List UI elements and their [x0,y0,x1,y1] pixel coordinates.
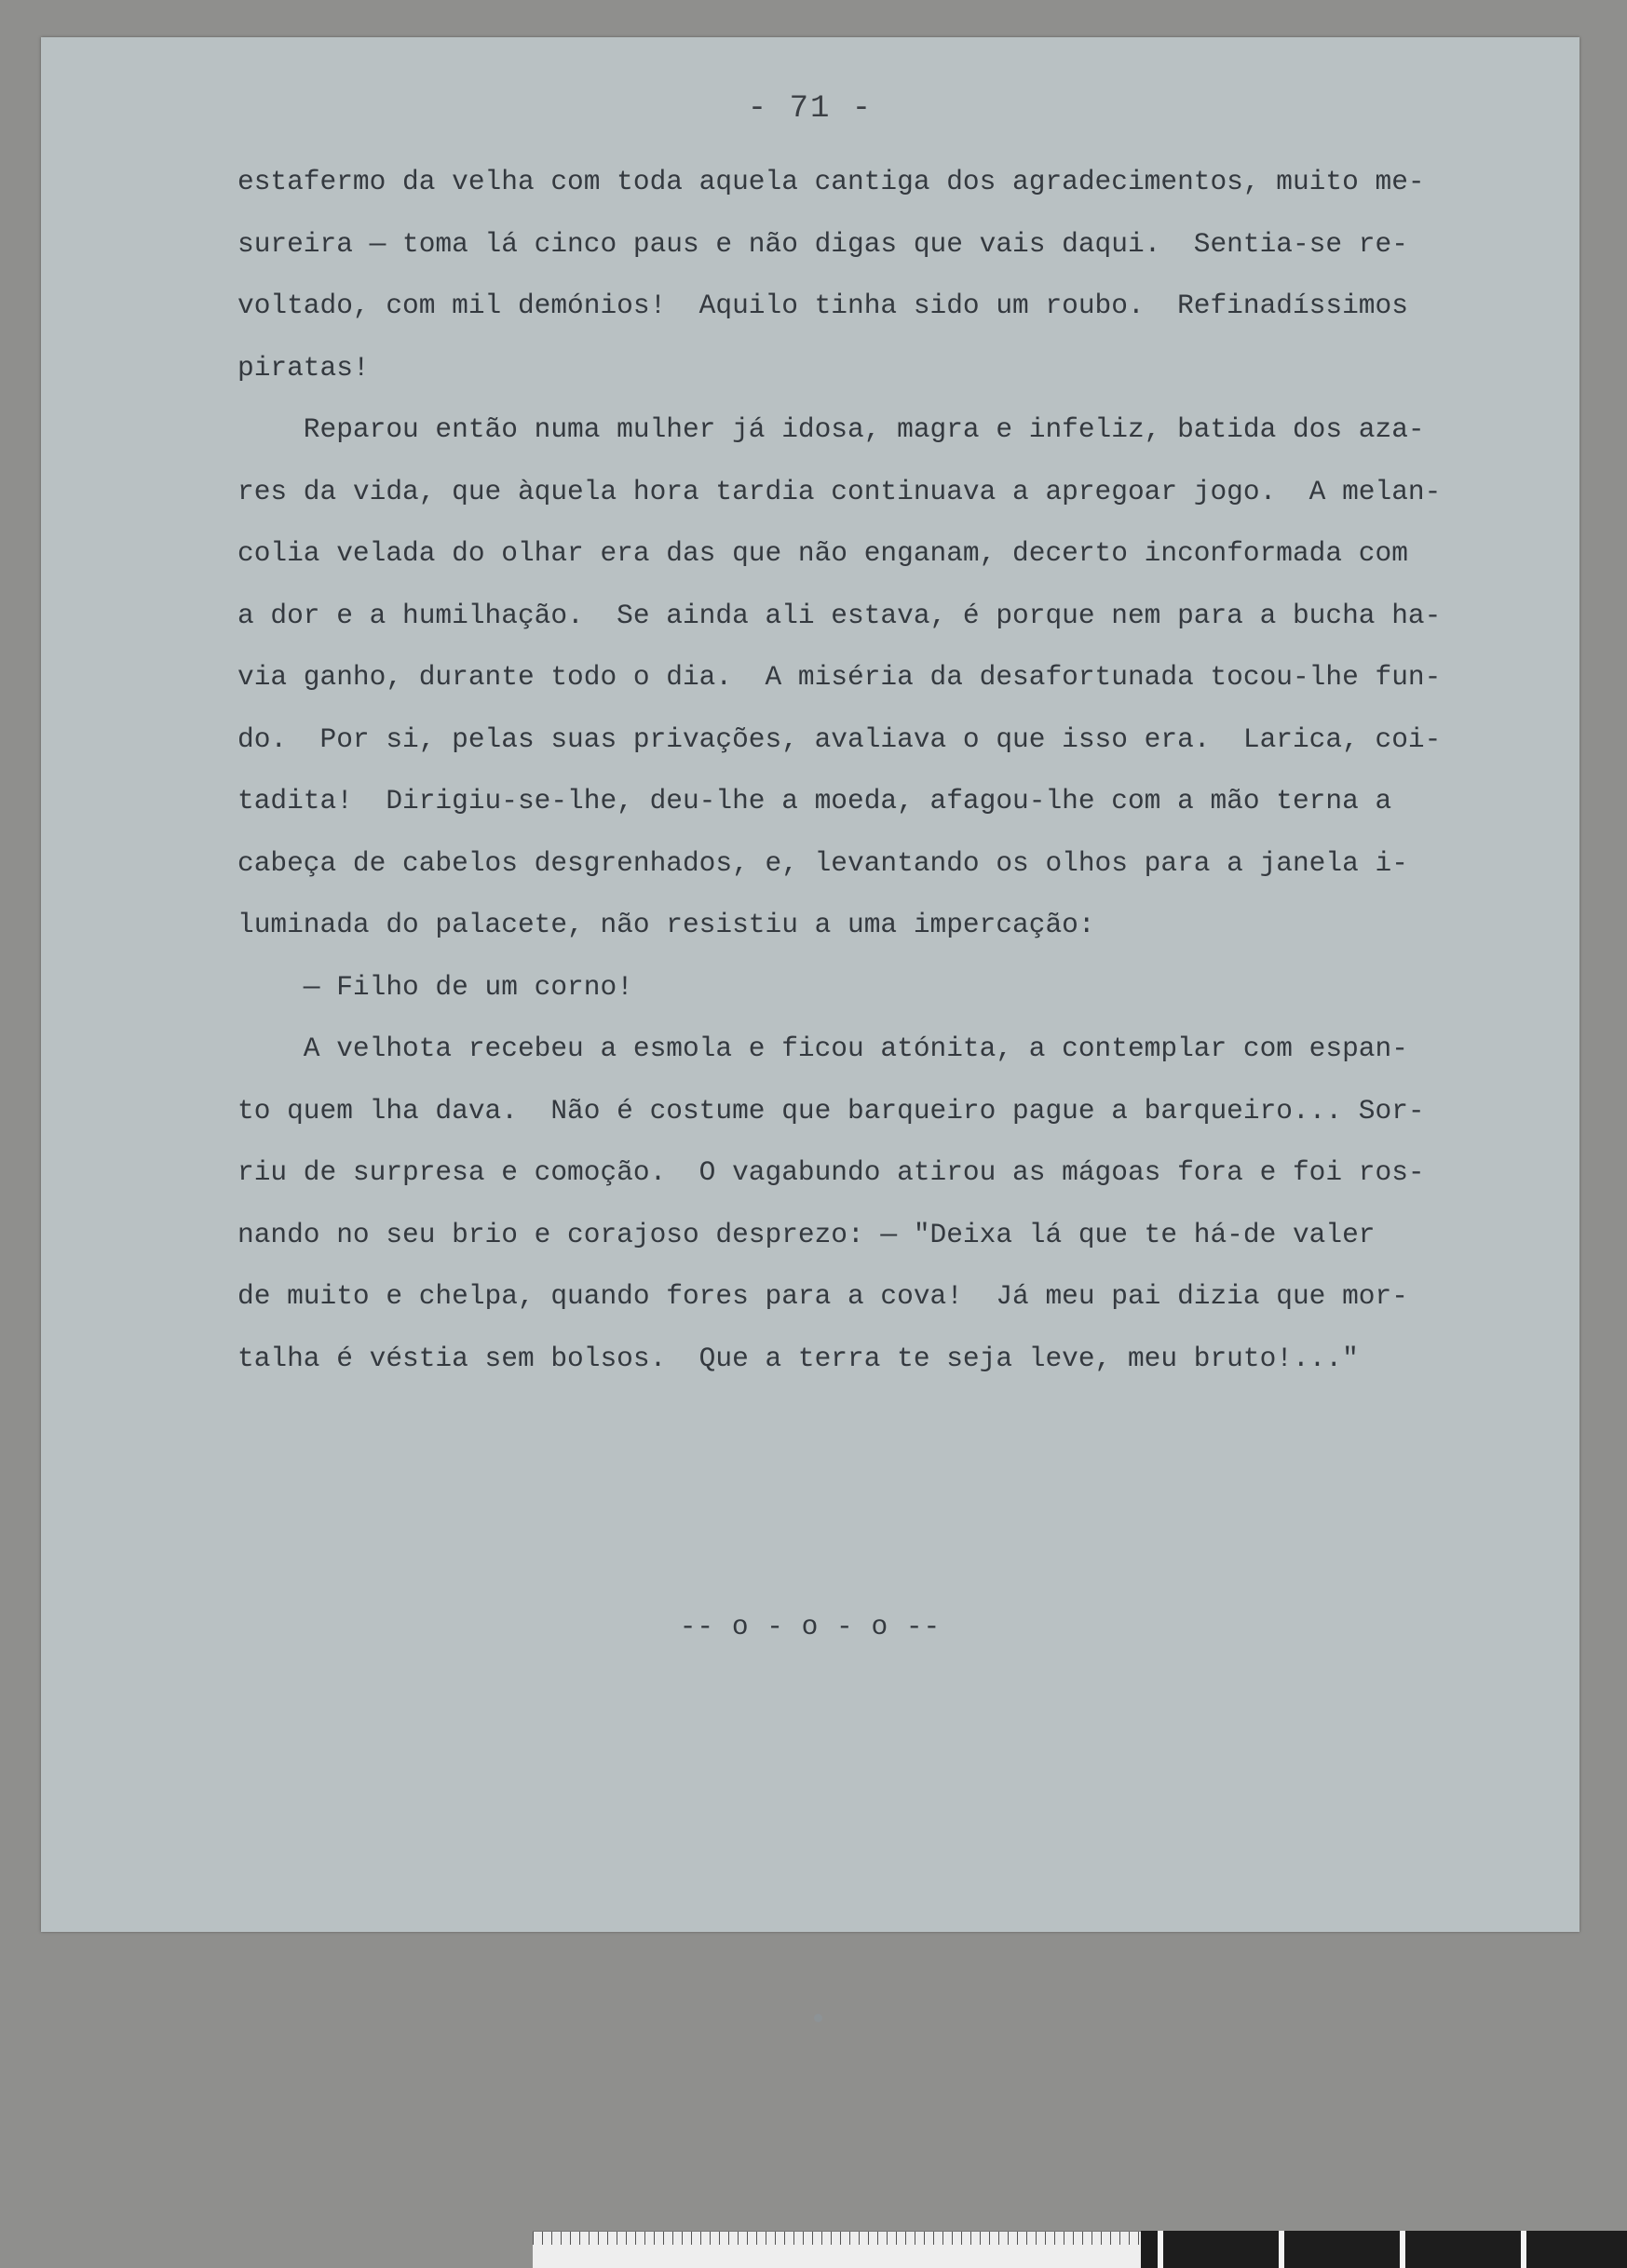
text-line: cabeça de cabelos desgrenhados, e, levantando os olhos para a janela i- [237,846,1408,879]
text-line: piratas! [237,351,370,384]
ruler-light-segment [533,2231,1141,2268]
text-line: voltado, com mil demónios! Aquilo tinha sido um roubo. Refinadíssimos [237,290,1408,321]
text-line: estafermo da velha com toda aquela cantiga dos agradecimentos, muito me- [237,166,1425,197]
text-line: do. Por si, pelas suas privações, avaliava o que isso era. Larica, coi- [237,722,1442,755]
ruler-dark-segment [1141,2231,1627,2268]
text-line: talha é véstia sem bolsos. Que a terra te seja leve, meu bruto!..." [237,1342,1359,1374]
typewritten-sheet [41,37,1580,1932]
text-line: colia velada do olhar era das que não enganam, decerto inconformada com [237,537,1408,569]
text-line: nando no seu brio e corajoso desprezo: — "Deixa lá que te há-de valer [237,1218,1376,1250]
text-line: via ganho, durante todo o dia. A miséria da desafortunada tocou-lhe fun- [237,661,1442,693]
page-number: - 71 - [747,91,874,127]
text-line: sureira — toma lá cinco paus e não digas que vais daqui. Sentia-se re- [237,227,1408,260]
text-line: a dor e a humilhação. Se ainda ali estava, é porque nem para a bucha ha- [237,599,1442,631]
body-text [237,151,1616,1389]
text-line: to quem lha dava. Não é costume que barqueiro pague a barqueiro... Sor- [237,1094,1425,1127]
text-line: de muito e chelpa, quando fores para a cova! Já meu pai dizia que mor- [237,1280,1408,1312]
text-line: luminada do palacete, não resistiu a uma impercação: [237,909,1095,940]
text-line: res da vida, que àquela hora tardia continuava a apregoar jogo. A melan- [237,475,1442,507]
text-line: riu de surpresa e comoção. O vagabundo atirou as mágoas fora e foi ros- [237,1156,1425,1188]
paper-speck [814,2014,822,2022]
text-line: A velhota recebeu a esmola e ficou atónita, a contemplar com espan- [237,1033,1408,1064]
section-end-ornament: -- o - o - o -- [679,1611,942,1642]
text-line: tadita! Dirigiu-se-lhe, deu-lhe a moeda, afagou-lhe com a mão terna a [237,785,1392,817]
scale-ruler [533,2231,1627,2268]
text-line: — Filho de um corno! [237,970,633,1003]
text-line: Reparou então numa mulher já idosa, magra e infeliz, batida dos aza- [237,413,1425,445]
